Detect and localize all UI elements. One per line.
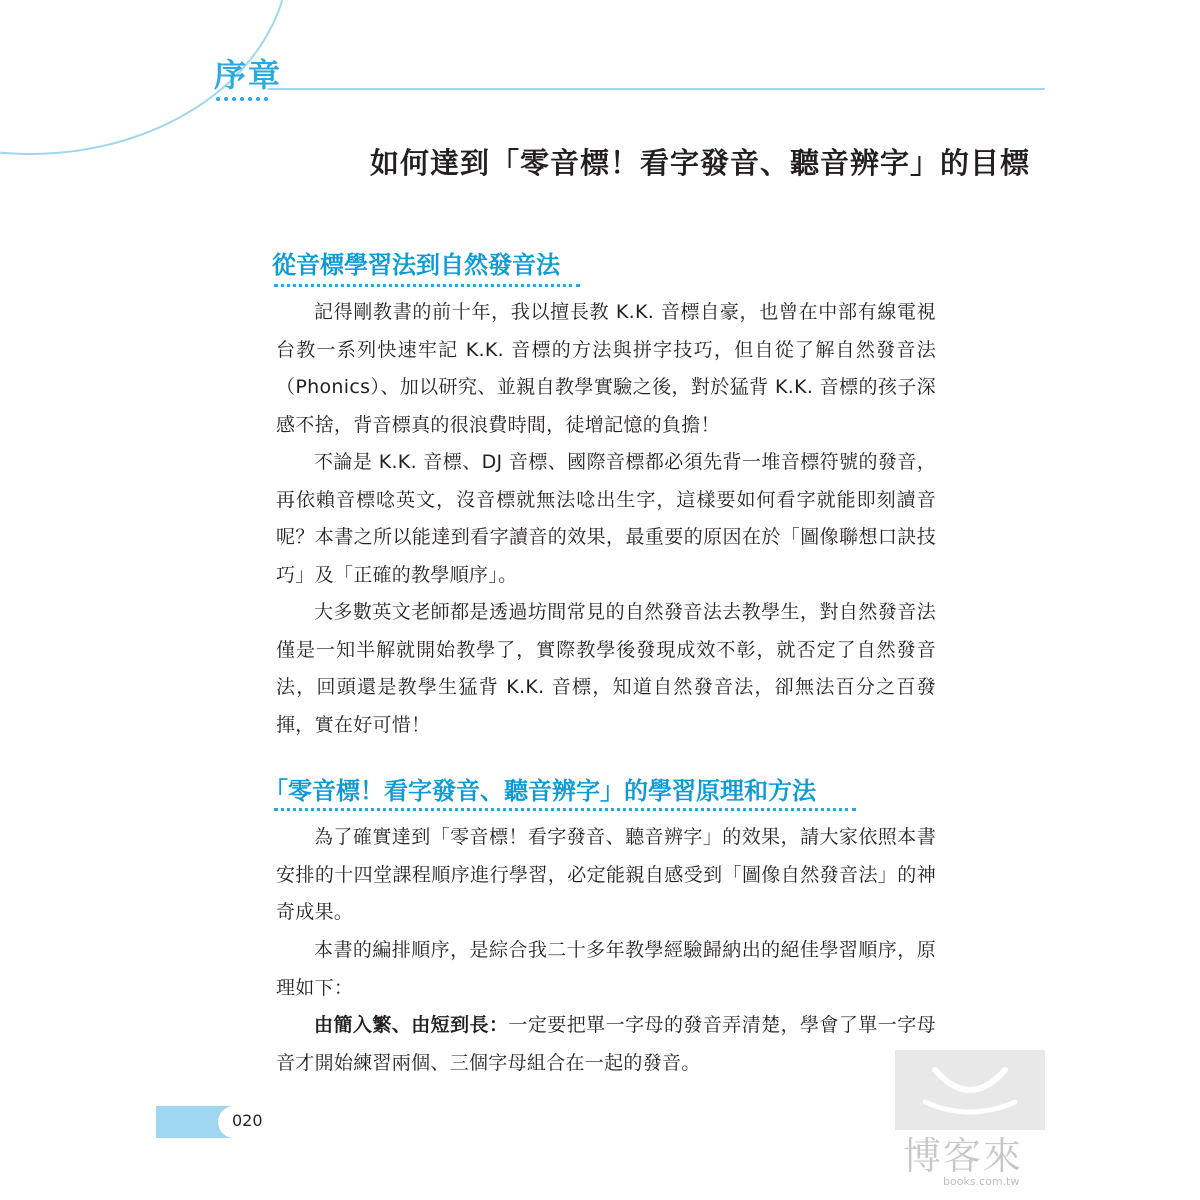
principle-label: 由簡入繁、由短到長：: [314, 1014, 509, 1036]
chapter-label: 序章: [214, 56, 283, 94]
section-heading-2: 「零音標！看字發音、聽音辨字」的學習原理和方法: [264, 777, 816, 805]
paragraph-2: 不論是 K.K. 音標、DJ 音標、國際音標都必須先背一堆音標符號的發音，再依賴音標唸英文，沒音標就無法唸出生字，這樣要如何看字就能即刻讀音呢？本書之所以能達到看字讀音的效果，最重要的原因在於「圖像聯想口訣技巧」及「正確的教學順序」。: [276, 451, 936, 586]
section-heading-1: 從音標學習法到自然發音法: [272, 251, 560, 279]
page-title: 如何達到「零音標！看字發音、聽音辨字」的目標: [369, 146, 1030, 180]
section-heading-1-underline: [274, 284, 580, 287]
chapter-label-underline: [216, 97, 268, 101]
watermark: [895, 1050, 1045, 1200]
header-rule: [268, 88, 1045, 90]
paragraph-4: 為了確實達到「零音標！看字發音、聽音辨字」的效果，請大家依照本書安排的十四堂課程順序進行學習，必定能親自感受到「圖像自然發音法」的神奇成果。: [276, 826, 936, 923]
paragraph-1: 記得剛教書的前十年，我以擅長教 K.K. 音標自豪，也曾在中部有線電視台教一系列快速牢記 K.K. 音標的方法與拼字技巧，但自從了解自然發音法（Phonics）、加以研究、並親自教學實驗之後，對於猛背 K.K. 音標的孩子深感不捨，背音標真的很浪費時間，徒增記憶的負擔！: [276, 301, 936, 436]
watermark-logo-icon: [895, 1050, 1045, 1130]
paragraph-3: 大多數英文老師都是透過坊間常見的自然發音法去教學生，對自然發音法僅是一知半解就開始教學了，實際教學後發現成效不彰，就否定了自然發音法，回頭還是教學生猛背 K.K. 音標，知道自然發音法，卻無法百分之百發揮，實在好可惜！: [276, 601, 936, 736]
watermark-text: 博客來: [903, 1134, 1024, 1178]
paragraph-5: 本書的編排順序，是綜合我二十多年教學經驗歸納出的絕佳學習順序，原理如下：: [276, 939, 936, 999]
paragraph-principle: [276, 1007, 936, 1082]
watermark-url: books.com.tw: [943, 1175, 1020, 1188]
section-heading-2-underline: [274, 808, 856, 811]
principle-text: 一定要把單一字母的發音弄清楚，學會了單一字母音才開始練習兩個、三個字母組合在一起的發音。: [276, 1014, 936, 1074]
page-number: 020: [232, 1111, 263, 1130]
